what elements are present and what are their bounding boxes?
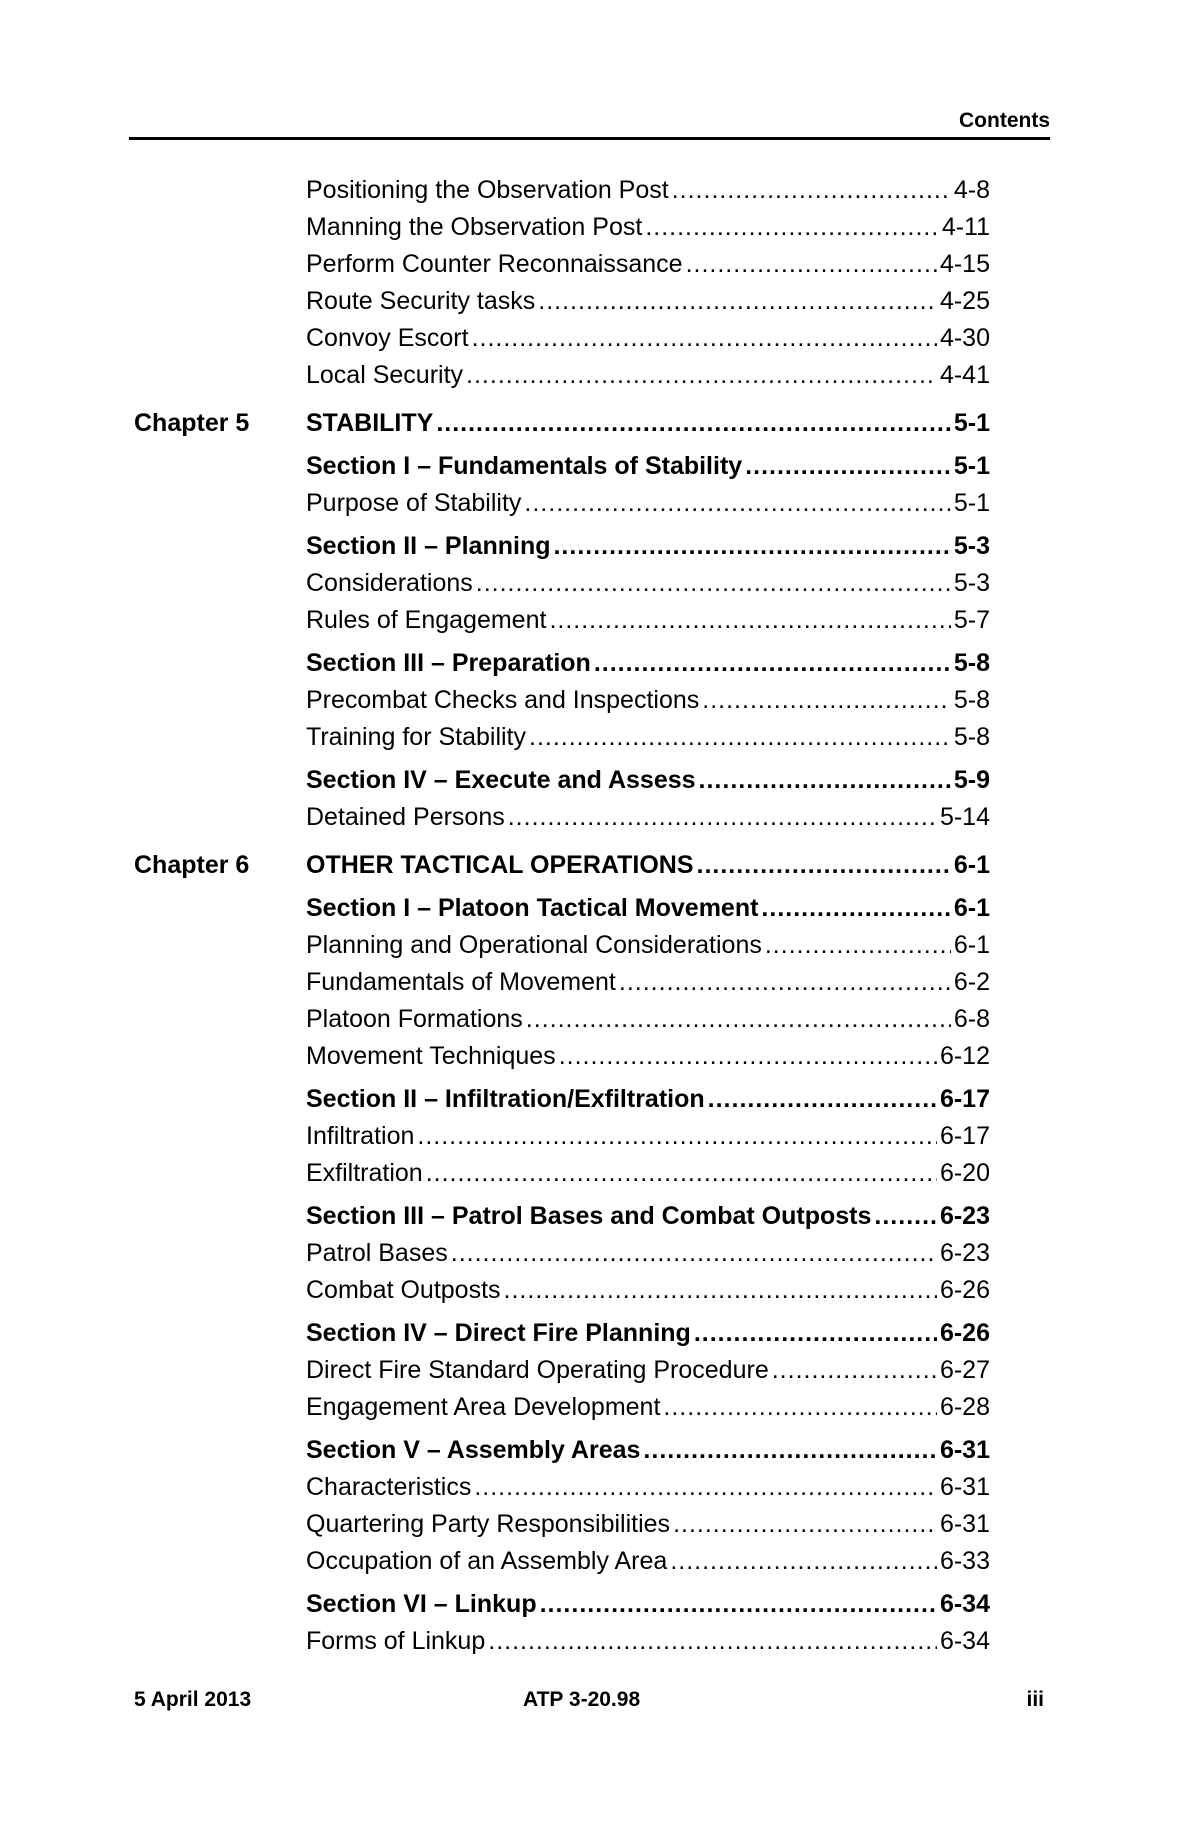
toc-entry-page: 6-33 (939, 1547, 990, 1575)
toc-entry-page: 6-23 (939, 1239, 990, 1267)
toc-entry-title: Forms of Linkup (306, 1627, 486, 1655)
toc-entry-page: 4-30 (939, 324, 990, 352)
dot-leader (538, 283, 937, 320)
toc-entry-page: 4-8 (953, 176, 990, 204)
dot-leader (708, 1081, 937, 1118)
dot-leader (761, 890, 950, 927)
toc-entry[interactable] (0, 1038, 1188, 1075)
toc-entry-page: 5-7 (953, 606, 990, 634)
dot-leader (745, 448, 951, 485)
dot-leader (672, 172, 951, 209)
dot-leader (436, 405, 951, 442)
toc-entry-title: Characteristics (306, 1473, 472, 1501)
toc-entry[interactable] (0, 283, 1188, 320)
toc-section-entry[interactable] (0, 1198, 1188, 1235)
toc-entry-title: Considerations (306, 569, 473, 597)
toc-entry-page: 6-26 (939, 1319, 990, 1347)
toc-entry[interactable] (0, 927, 1188, 964)
toc-entry-title: Planning and Operational Considerations (306, 931, 762, 959)
toc-entry-page: 5-1 (953, 489, 990, 517)
toc-entry-page: 6-31 (939, 1473, 990, 1501)
toc-entry-page: 6-1 (953, 851, 990, 879)
toc-entry-page: 6-34 (939, 1627, 990, 1655)
toc-entry-title: Purpose of Stability (306, 489, 522, 517)
toc-entry-page: 5-8 (953, 723, 990, 751)
dot-leader (476, 565, 951, 602)
toc-entry[interactable] (0, 1118, 1188, 1155)
toc-section-entry[interactable] (0, 1432, 1188, 1469)
toc-entry[interactable] (0, 1155, 1188, 1192)
toc-entry-title: Exfiltration (306, 1159, 423, 1187)
toc-entry-title: Precombat Checks and Inspections (306, 686, 700, 714)
toc-entry-page: 5-8 (953, 649, 990, 677)
dot-leader (488, 1623, 937, 1660)
toc-entry-page: 6-8 (953, 1005, 990, 1033)
dot-leader (702, 682, 951, 719)
dot-leader (524, 485, 950, 522)
dot-leader (772, 1352, 937, 1389)
toc-section-entry[interactable] (0, 1315, 1188, 1352)
toc-entry[interactable] (0, 246, 1188, 283)
toc-entry-title: Section V – Assembly Areas (306, 1436, 641, 1464)
toc-entry-title: Section II – Planning (306, 532, 551, 560)
toc-entry-title: Section I – Fundamentals of Stability (306, 452, 743, 480)
dot-leader (504, 1272, 937, 1309)
toc-section-entry[interactable] (0, 890, 1188, 927)
dot-leader (426, 1155, 937, 1192)
dot-leader (508, 799, 937, 836)
dot-leader (529, 719, 951, 756)
chapter-label: Chapter 6 (134, 851, 250, 879)
toc-entry-title: Section I – Platoon Tactical Movement (306, 894, 759, 922)
dot-leader (663, 1389, 937, 1426)
toc-entry[interactable] (0, 602, 1188, 639)
toc-section-entry[interactable] (0, 1081, 1188, 1118)
dot-leader (694, 1315, 937, 1352)
toc-entry-title: Infiltration (306, 1122, 415, 1150)
toc-entry-title: Section II – Infiltration/Exfiltration (306, 1085, 705, 1113)
toc-entry-title: Local Security (306, 361, 464, 389)
toc-entry-title: Positioning the Observation Post (306, 176, 669, 204)
toc-entry[interactable] (0, 1272, 1188, 1309)
toc-entry-page: 5-1 (953, 452, 990, 480)
toc-entry-page: 5-3 (953, 532, 990, 560)
toc-section-entry[interactable] (0, 762, 1188, 799)
toc-section-entry[interactable] (0, 448, 1188, 485)
dot-leader (451, 1235, 937, 1272)
toc-entry-page: 4-15 (939, 250, 990, 278)
toc-entry-page: 5-3 (953, 569, 990, 597)
toc-entry[interactable] (0, 799, 1188, 836)
toc-entry-title: Section III – Preparation (306, 649, 591, 677)
toc-entry[interactable] (0, 1001, 1188, 1038)
toc-entry-page: 5-1 (953, 409, 990, 437)
toc-entry-title: Section III – Patrol Bases and Combat Outposts (306, 1202, 872, 1230)
dot-leader (472, 320, 937, 357)
toc-entry-page: 5-9 (953, 766, 990, 794)
header-rule (129, 137, 1050, 140)
toc-entry-page: 5-8 (953, 686, 990, 714)
toc-chapter-entry[interactable] (0, 405, 1188, 442)
toc-entry-page: 5-14 (939, 803, 990, 831)
dot-leader (765, 927, 951, 964)
toc-entry[interactable] (0, 485, 1188, 522)
toc-section-entry[interactable] (0, 1586, 1188, 1623)
dot-leader (686, 246, 937, 283)
dot-leader (699, 762, 951, 799)
dot-leader (553, 528, 950, 565)
toc-entry-page: 6-34 (939, 1590, 990, 1618)
toc-entry-title: Patrol Bases (306, 1239, 448, 1267)
toc-entry-title: Perform Counter Reconnaissance (306, 250, 683, 278)
toc-entry-title: Occupation of an Assembly Area (306, 1547, 668, 1575)
toc-entry-title: Section VI – Linkup (306, 1590, 537, 1618)
dot-leader (673, 1506, 937, 1543)
toc-chapter-entry[interactable] (0, 847, 1188, 884)
toc-entry-page: 4-41 (939, 361, 990, 389)
dot-leader (874, 1198, 937, 1235)
footer-page-number: iii (1026, 1688, 1044, 1711)
toc-entry-page: 6-12 (939, 1042, 990, 1070)
toc-entry-title: Section IV – Execute and Assess (306, 766, 696, 794)
dot-leader (594, 645, 951, 682)
toc-section-entry[interactable] (0, 528, 1188, 565)
toc-entry-page: 6-20 (939, 1159, 990, 1187)
dot-leader (549, 602, 950, 639)
toc-entry[interactable] (0, 1506, 1188, 1543)
toc-entry-page: 6-31 (939, 1510, 990, 1538)
toc-entry[interactable] (0, 209, 1188, 246)
toc-entry-title: Training for Stability (306, 723, 526, 751)
toc-entry[interactable] (0, 565, 1188, 602)
toc-entry[interactable] (0, 320, 1188, 357)
toc-entry-page: 4-11 (941, 213, 990, 241)
toc-entry-title: Fundamentals of Movement (306, 968, 616, 996)
toc-section-entry[interactable] (0, 645, 1188, 682)
toc-entry-title: Quartering Party Responsibilities (306, 1510, 671, 1538)
toc-entry-title: Rules of Engagement (306, 606, 547, 634)
dot-leader (466, 357, 937, 394)
toc-entry[interactable] (0, 1352, 1188, 1389)
toc-entry-title: Route Security tasks (306, 287, 536, 315)
toc-entry-title: STABILITY (306, 409, 434, 437)
toc-entry-title: Manning the Observation Post (306, 213, 643, 241)
toc-entry-page: 6-2 (953, 968, 990, 996)
dot-leader (417, 1118, 937, 1155)
chapter-label: Chapter 5 (134, 409, 250, 437)
dot-leader (697, 847, 951, 884)
toc-entry[interactable] (0, 682, 1188, 719)
toc-entry-title: Direct Fire Standard Operating Procedure (306, 1356, 769, 1384)
toc-entry-title: OTHER TACTICAL OPERATIONS (306, 851, 694, 879)
toc-entry-page: 6-31 (939, 1436, 990, 1464)
dot-leader (643, 1432, 937, 1469)
dot-leader (619, 964, 951, 1001)
toc-entry[interactable] (0, 1389, 1188, 1426)
toc-entry-title: Movement Techniques (306, 1042, 556, 1070)
dot-leader (559, 1038, 937, 1075)
toc-entry-page: 6-28 (939, 1393, 990, 1421)
dot-leader (474, 1469, 937, 1506)
toc-entry-title: Engagement Area Development (306, 1393, 661, 1421)
toc-entry[interactable] (0, 1235, 1188, 1272)
toc-entry[interactable] (0, 719, 1188, 756)
toc-entry-page: 6-1 (953, 894, 990, 922)
table-of-contents (0, 172, 1188, 1660)
toc-entry-page: 6-17 (939, 1085, 990, 1113)
toc-entry-title: Detained Persons (306, 803, 505, 831)
dot-leader (526, 1001, 951, 1038)
toc-entry-page: 4-25 (939, 287, 990, 315)
running-header-title: Contents (959, 109, 1050, 132)
toc-entry-title: Platoon Formations (306, 1005, 523, 1033)
dot-leader (540, 1586, 937, 1623)
toc-entry[interactable] (0, 1623, 1188, 1660)
footer-publication-number: ATP 3-20.98 (523, 1688, 641, 1711)
dot-leader (645, 209, 939, 246)
toc-entry-page: 6-1 (953, 931, 990, 959)
dot-leader (670, 1543, 937, 1580)
toc-entry[interactable] (0, 964, 1188, 1001)
toc-entry-title: Combat Outposts (306, 1276, 501, 1304)
toc-entry-page: 6-27 (939, 1356, 990, 1384)
toc-entry-page: 6-17 (939, 1122, 990, 1150)
toc-entry[interactable] (0, 1469, 1188, 1506)
toc-entry[interactable] (0, 172, 1188, 209)
toc-entry[interactable] (0, 357, 1188, 394)
toc-entry-page: 6-26 (939, 1276, 990, 1304)
toc-entry-page: 6-23 (939, 1202, 990, 1230)
toc-entry[interactable] (0, 1543, 1188, 1580)
toc-entry-title: Section IV – Direct Fire Planning (306, 1319, 691, 1347)
toc-entry-title: Convoy Escort (306, 324, 469, 352)
footer-date: 5 April 2013 (134, 1688, 252, 1711)
